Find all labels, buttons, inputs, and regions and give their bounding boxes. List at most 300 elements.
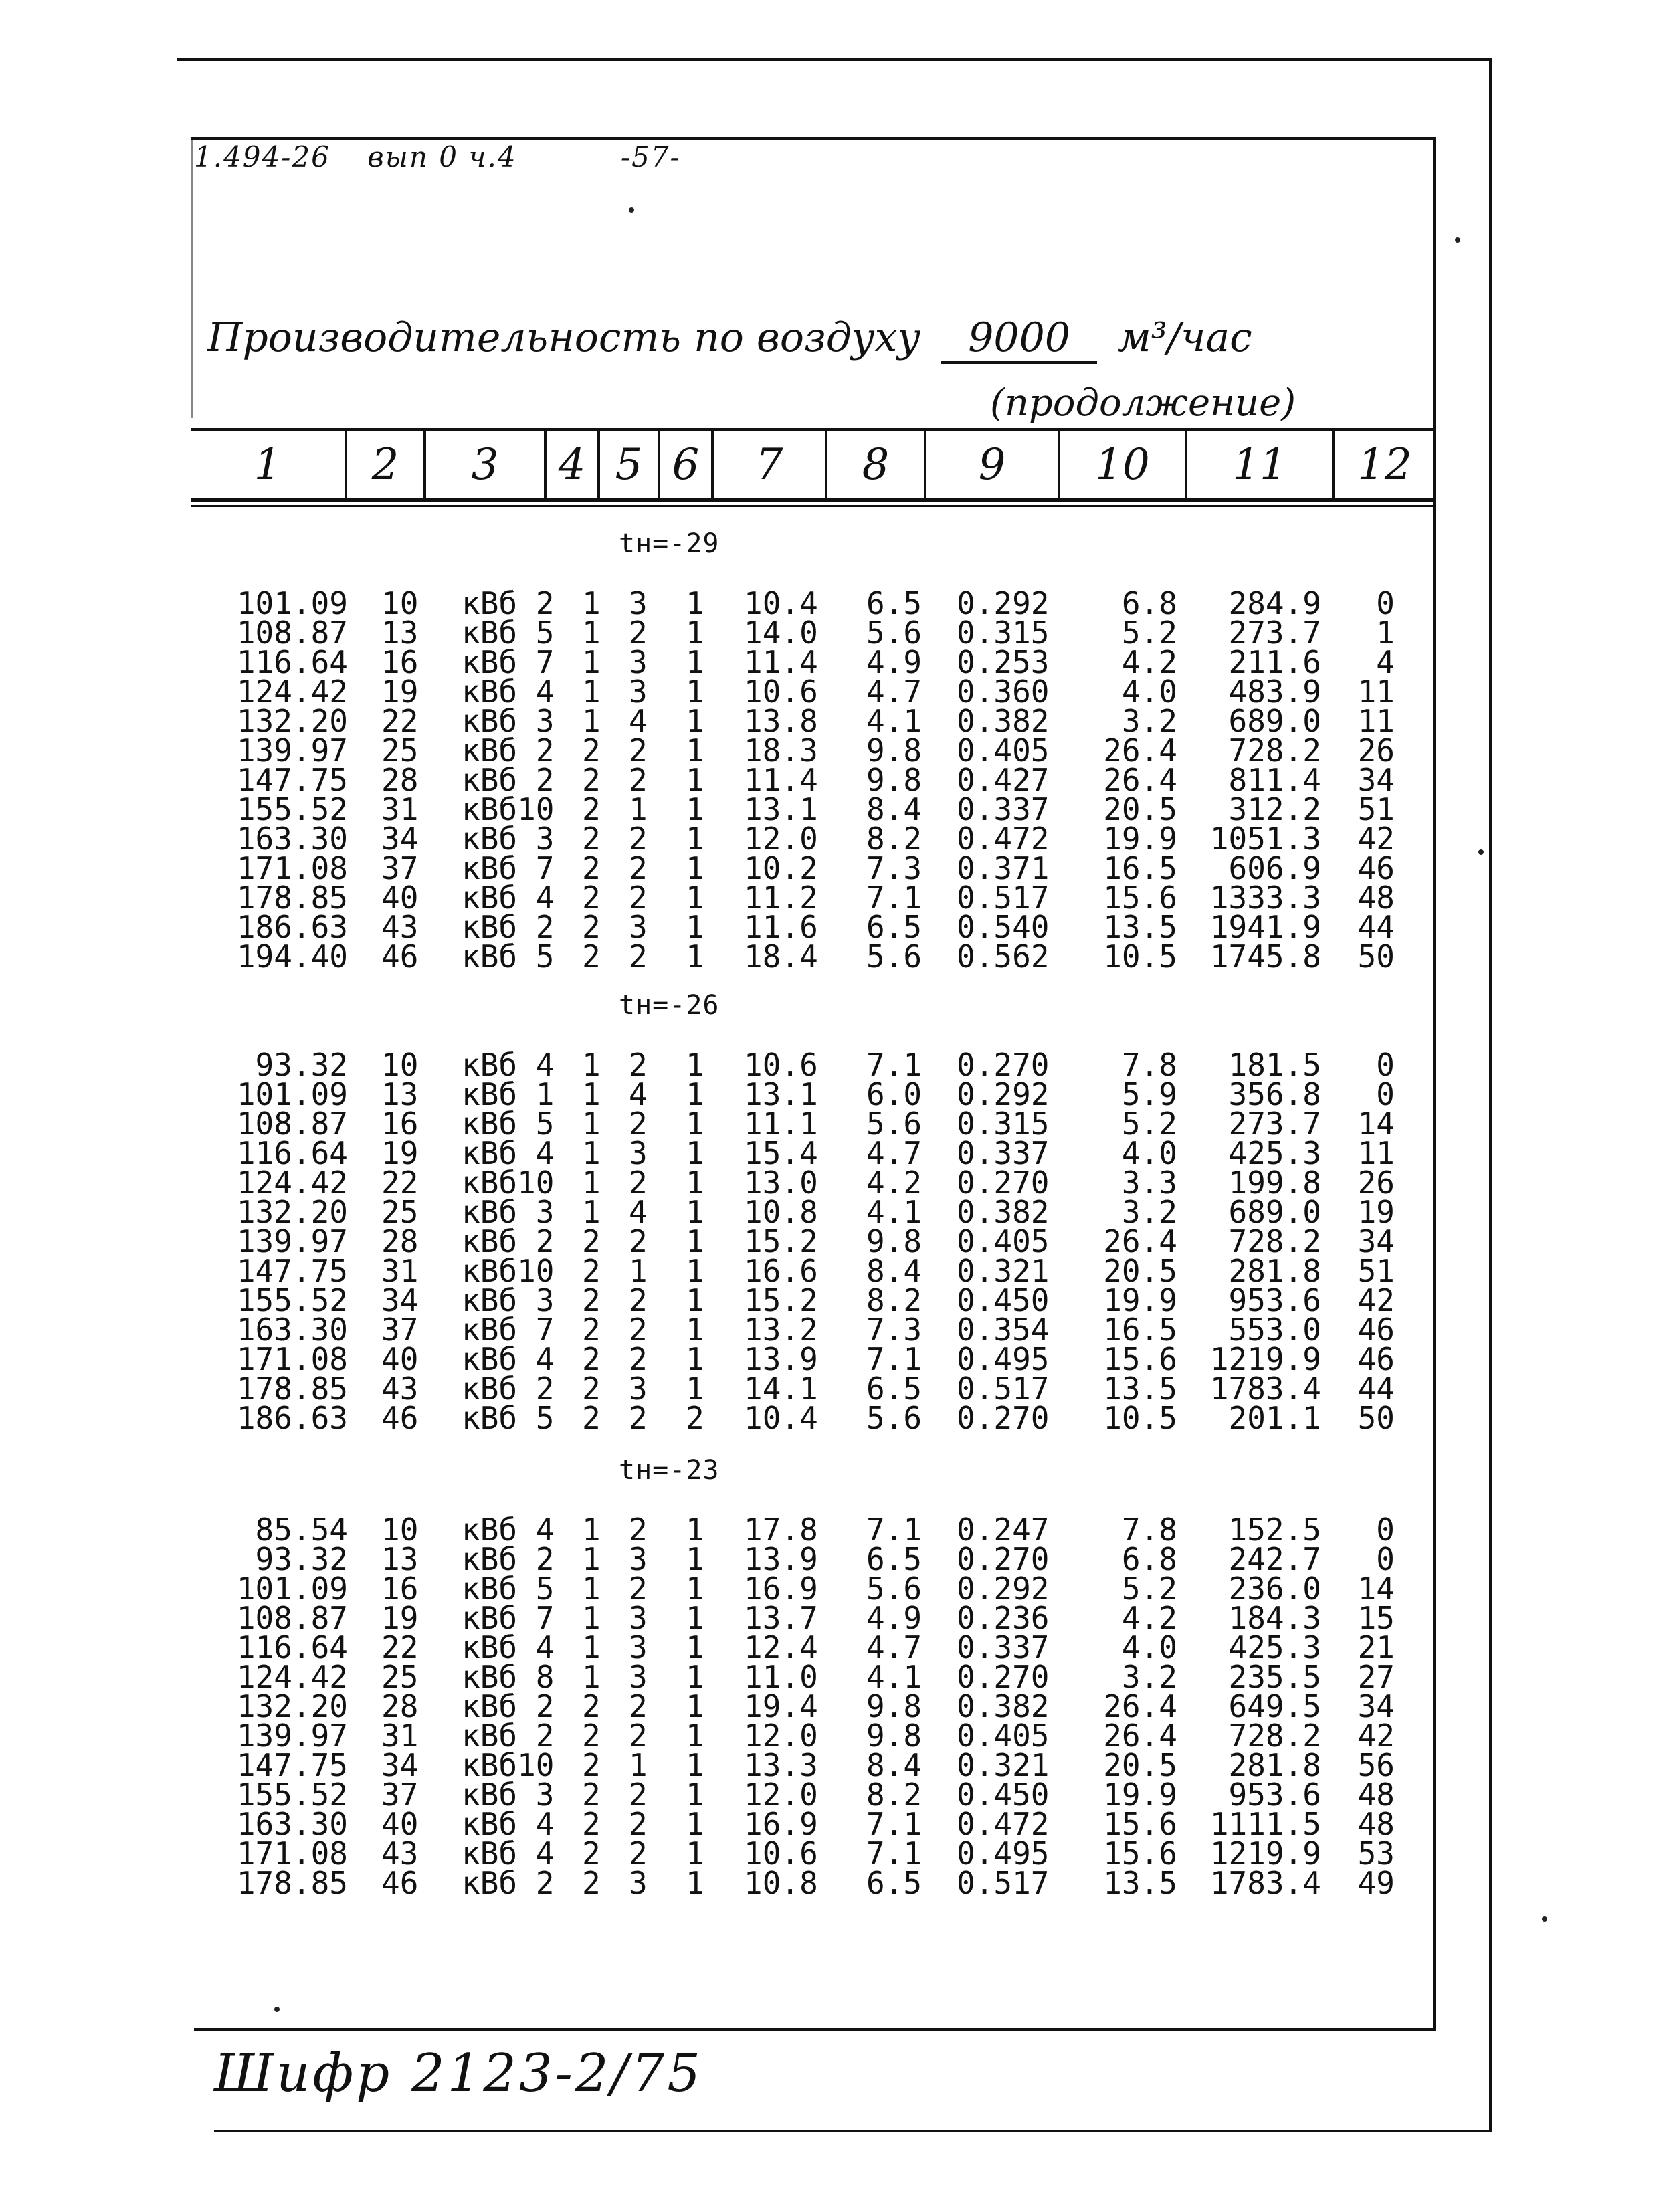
row-col5: 2 <box>629 1341 648 1377</box>
row-col9: 0.270 <box>957 1165 1050 1201</box>
row-col2: 43 <box>381 909 419 945</box>
row-airflow: 116.64 <box>236 1629 348 1666</box>
row-col4: 2 <box>582 732 601 769</box>
row-col9: 0.472 <box>957 1806 1050 1842</box>
row-col11: 235.5 <box>1228 1659 1321 1695</box>
row-col11: 649.5 <box>1228 1688 1321 1724</box>
row-col6: 1 <box>686 1541 704 1577</box>
row-col6: 1 <box>686 1135 704 1171</box>
row-col10: 26.4 <box>1103 1688 1177 1724</box>
row-col6: 1 <box>686 1629 704 1666</box>
table-row <box>0 850 1659 886</box>
row-col8: 6.5 <box>866 1541 922 1577</box>
row-type: кВб 4 <box>462 1806 555 1842</box>
row-col5: 3 <box>629 1541 648 1577</box>
page-number: -57- <box>620 140 681 173</box>
row-type: кВб 2 <box>462 1865 555 1901</box>
row-col4: 1 <box>582 1571 601 1607</box>
table-row <box>0 1806 1659 1842</box>
table-row <box>0 1253 1659 1289</box>
column-header-row <box>191 428 1435 502</box>
row-col9: 0.360 <box>957 674 1050 710</box>
table-row <box>0 1165 1659 1201</box>
row-col5: 3 <box>629 585 648 621</box>
row-col2: 28 <box>381 1688 419 1724</box>
row-col6: 1 <box>686 1688 704 1724</box>
row-type: кВб 2 <box>462 1718 555 1754</box>
block-title: tн=-23 <box>619 1455 720 1486</box>
row-col9: 0.382 <box>957 1194 1050 1230</box>
table-title <box>207 314 1252 364</box>
row-col4: 1 <box>582 703 601 739</box>
row-col9: 0.292 <box>957 1076 1050 1112</box>
row-col2: 46 <box>381 1400 419 1436</box>
table-row <box>0 1659 1659 1695</box>
row-col9: 0.540 <box>957 909 1050 945</box>
row-col7: 10.6 <box>744 1835 818 1872</box>
row-col12: 50 <box>1357 938 1395 975</box>
row-col4: 2 <box>582 1282 601 1318</box>
row-col8: 4.1 <box>866 1659 922 1695</box>
row-col8: 9.8 <box>866 1223 922 1260</box>
row-col5: 2 <box>629 1400 648 1436</box>
row-col6: 1 <box>686 1312 704 1348</box>
row-col11: 811.4 <box>1228 762 1321 798</box>
table-row <box>0 1223 1659 1260</box>
row-col4: 2 <box>582 1400 601 1436</box>
row-col4: 1 <box>582 1512 601 1548</box>
row-col8: 8.2 <box>866 821 922 857</box>
row-col7: 14.1 <box>744 1371 818 1407</box>
row-col10: 15.6 <box>1103 1341 1177 1377</box>
row-col4: 2 <box>582 909 601 945</box>
row-col11: 273.7 <box>1228 615 1321 651</box>
row-col10: 4.0 <box>1121 674 1177 710</box>
row-col7: 13.9 <box>744 1541 818 1577</box>
row-type: кВб 4 <box>462 674 555 710</box>
row-col10: 3.2 <box>1121 1194 1177 1230</box>
row-type: кВб 2 <box>462 1688 555 1724</box>
row-col12: 15 <box>1357 1600 1395 1636</box>
row-col11: 483.9 <box>1228 674 1321 710</box>
row-col12: 51 <box>1357 791 1395 827</box>
row-airflow: 178.85 <box>236 1865 348 1901</box>
row-col11: 953.6 <box>1228 1282 1321 1318</box>
row-col12: 51 <box>1357 1253 1395 1289</box>
row-col9: 0.247 <box>957 1512 1050 1548</box>
table-row <box>0 615 1659 651</box>
frame-top-outer <box>177 58 1492 61</box>
row-col11: 1219.9 <box>1209 1835 1321 1872</box>
row-col5: 2 <box>629 762 648 798</box>
row-col7: 18.4 <box>744 938 818 975</box>
row-col10: 26.4 <box>1103 1718 1177 1754</box>
row-type: кВб 4 <box>462 880 555 916</box>
row-col2: 37 <box>381 850 419 886</box>
row-type: кВб 7 <box>462 644 555 680</box>
row-col8: 7.3 <box>866 850 922 886</box>
row-col7: 10.8 <box>744 1194 818 1230</box>
row-type: кВб 3 <box>462 821 555 857</box>
row-col2: 34 <box>381 1282 419 1318</box>
row-col5: 1 <box>629 1747 648 1783</box>
row-type: кВб 4 <box>462 1047 555 1083</box>
row-airflow: 171.08 <box>236 850 348 886</box>
row-col6: 1 <box>686 1341 704 1377</box>
table-row <box>0 1341 1659 1377</box>
row-col12: 42 <box>1357 1718 1395 1754</box>
row-airflow: 132.20 <box>236 1688 348 1724</box>
row-airflow: 108.87 <box>236 1106 348 1142</box>
row-col7: 13.9 <box>744 1341 818 1377</box>
row-col9: 0.253 <box>957 644 1050 680</box>
column-header: 1 <box>254 440 282 490</box>
row-col9: 0.236 <box>957 1600 1050 1636</box>
row-col8: 8.2 <box>866 1282 922 1318</box>
row-type: кВб10 <box>462 1165 555 1201</box>
table-row <box>0 1106 1659 1142</box>
row-col9: 0.427 <box>957 762 1050 798</box>
row-col8: 5.6 <box>866 938 922 975</box>
row-col11: 1941.9 <box>1209 909 1321 945</box>
table-row <box>0 585 1659 621</box>
row-col9: 0.315 <box>957 615 1050 651</box>
row-col5: 3 <box>629 909 648 945</box>
scan-speck <box>1478 849 1484 855</box>
table-row <box>0 1312 1659 1348</box>
row-col10: 20.5 <box>1103 1253 1177 1289</box>
row-col9: 0.270 <box>957 1659 1050 1695</box>
row-col10: 6.8 <box>1121 585 1177 621</box>
row-col9: 0.405 <box>957 1718 1050 1754</box>
table-row <box>0 1400 1659 1436</box>
row-col12: 44 <box>1357 909 1395 945</box>
row-col8: 9.8 <box>866 1718 922 1754</box>
row-col12: 48 <box>1357 1806 1395 1842</box>
row-type: кВб 3 <box>462 1194 555 1230</box>
row-col11: 1783.4 <box>1209 1865 1321 1901</box>
row-col11: 356.8 <box>1228 1076 1321 1112</box>
row-col9: 0.321 <box>957 1253 1050 1289</box>
row-col6: 2 <box>686 1400 704 1436</box>
row-col12: 46 <box>1357 850 1395 886</box>
row-airflow: 155.52 <box>236 1777 348 1813</box>
row-col8: 8.4 <box>866 791 922 827</box>
row-col9: 0.292 <box>957 1571 1050 1607</box>
row-col9: 0.270 <box>957 1400 1050 1436</box>
row-col8: 9.8 <box>866 1688 922 1724</box>
row-col2: 40 <box>381 1806 419 1842</box>
row-type: кВб 5 <box>462 1571 555 1607</box>
row-airflow: 124.42 <box>236 1659 348 1695</box>
row-col10: 26.4 <box>1103 762 1177 798</box>
row-airflow: 147.75 <box>236 1747 348 1783</box>
row-col6: 1 <box>686 644 704 680</box>
row-col12: 34 <box>1357 1223 1395 1260</box>
row-col5: 3 <box>629 1865 648 1901</box>
row-airflow: 147.75 <box>236 762 348 798</box>
row-col12: 42 <box>1357 1282 1395 1318</box>
row-col11: 728.2 <box>1228 732 1321 769</box>
row-col2: 34 <box>381 821 419 857</box>
row-col2: 22 <box>381 1165 419 1201</box>
frame-bottom-inner <box>194 2028 1436 2031</box>
row-col2: 13 <box>381 1541 419 1577</box>
row-airflow: 116.64 <box>236 644 348 680</box>
row-col12: 21 <box>1357 1629 1395 1666</box>
row-col8: 6.5 <box>866 585 922 621</box>
row-type: кВб 5 <box>462 1106 555 1142</box>
column-header: 10 <box>1058 431 1185 498</box>
row-col10: 7.8 <box>1121 1047 1177 1083</box>
table-row <box>0 1194 1659 1230</box>
row-col4: 2 <box>582 821 601 857</box>
row-col7: 12.0 <box>744 1777 818 1813</box>
row-type: кВб 2 <box>462 732 555 769</box>
row-col5: 3 <box>629 1629 648 1666</box>
row-col4: 1 <box>582 1629 601 1666</box>
row-type: кВб 2 <box>462 585 555 621</box>
row-col7: 10.6 <box>744 674 818 710</box>
row-col6: 1 <box>686 938 704 975</box>
row-col11: 728.2 <box>1228 1718 1321 1754</box>
row-col5: 2 <box>629 850 648 886</box>
row-type: кВб 4 <box>462 1135 555 1171</box>
row-col12: 11 <box>1357 703 1395 739</box>
row-airflow: 139.97 <box>236 1718 348 1754</box>
row-col5: 2 <box>629 1512 648 1548</box>
row-col8: 6.0 <box>866 1076 922 1112</box>
row-col5: 3 <box>629 1135 648 1171</box>
row-type: кВб 4 <box>462 1512 555 1548</box>
row-type: кВб 5 <box>462 615 555 651</box>
row-col11: 273.7 <box>1228 1106 1321 1142</box>
row-col7: 16.9 <box>744 1806 818 1842</box>
row-col5: 2 <box>629 938 648 975</box>
row-col6: 1 <box>686 850 704 886</box>
row-col9: 0.472 <box>957 821 1050 857</box>
column-header: 2 <box>345 431 423 498</box>
row-col8: 5.6 <box>866 1400 922 1436</box>
row-col5: 2 <box>629 1835 648 1872</box>
column-header: 3 <box>423 431 544 498</box>
row-col10: 15.6 <box>1103 1835 1177 1872</box>
row-col2: 10 <box>381 1047 419 1083</box>
row-col2: 10 <box>381 1512 419 1548</box>
table-row <box>0 703 1659 739</box>
series-code: 1.494-26 <box>194 140 330 173</box>
row-col11: 242.7 <box>1228 1541 1321 1577</box>
row-col8: 4.9 <box>866 1600 922 1636</box>
row-col11: 425.3 <box>1228 1629 1321 1666</box>
row-col2: 25 <box>381 1659 419 1695</box>
row-col2: 19 <box>381 1135 419 1171</box>
row-col10: 5.2 <box>1121 1571 1177 1607</box>
row-col10: 10.5 <box>1103 1400 1177 1436</box>
row-col11: 199.8 <box>1228 1165 1321 1201</box>
row-col11: 281.8 <box>1228 1747 1321 1783</box>
row-airflow: 101.09 <box>236 1571 348 1607</box>
row-airflow: 85.54 <box>255 1512 348 1548</box>
row-col6: 1 <box>686 1047 704 1083</box>
row-col12: 0 <box>1376 1047 1395 1083</box>
row-col10: 4.0 <box>1121 1135 1177 1171</box>
row-col8: 4.7 <box>866 1629 922 1666</box>
row-col4: 1 <box>582 1165 601 1201</box>
row-col11: 553.0 <box>1228 1312 1321 1348</box>
row-col11: 312.2 <box>1228 791 1321 827</box>
row-col12: 50 <box>1357 1400 1395 1436</box>
row-col6: 1 <box>686 1223 704 1260</box>
row-col4: 1 <box>582 615 601 651</box>
row-col8: 8.2 <box>866 1777 922 1813</box>
row-col2: 40 <box>381 1341 419 1377</box>
row-col4: 2 <box>582 1835 601 1872</box>
row-col6: 1 <box>686 909 704 945</box>
row-col6: 1 <box>686 1076 704 1112</box>
row-col9: 0.315 <box>957 1106 1050 1142</box>
row-col5: 2 <box>629 821 648 857</box>
table-row <box>0 1047 1659 1083</box>
row-col10: 13.5 <box>1103 1865 1177 1901</box>
volume-label: вып 0 ч.4 <box>367 140 517 173</box>
row-col10: 19.9 <box>1103 821 1177 857</box>
row-col4: 2 <box>582 1865 601 1901</box>
row-col9: 0.450 <box>957 1777 1050 1813</box>
scan-speck <box>629 207 634 213</box>
row-col10: 15.6 <box>1103 880 1177 916</box>
row-col2: 10 <box>381 585 419 621</box>
row-col6: 1 <box>686 1165 704 1201</box>
row-col11: 201.1 <box>1228 1400 1321 1436</box>
row-col11: 689.0 <box>1228 1194 1321 1230</box>
row-col8: 7.1 <box>866 1806 922 1842</box>
row-col8: 8.4 <box>866 1747 922 1783</box>
row-col7: 13.8 <box>744 703 818 739</box>
row-col11: 1051.3 <box>1209 821 1321 857</box>
row-airflow: 163.30 <box>236 821 348 857</box>
table-row <box>0 1718 1659 1754</box>
row-col2: 46 <box>381 1865 419 1901</box>
table-row <box>0 644 1659 680</box>
row-col4: 1 <box>582 1076 601 1112</box>
row-col9: 0.337 <box>957 1629 1050 1666</box>
row-col12: 14 <box>1357 1106 1395 1142</box>
row-col11: 184.3 <box>1228 1600 1321 1636</box>
row-airflow: 155.52 <box>236 791 348 827</box>
row-col2: 16 <box>381 644 419 680</box>
row-type: кВб 4 <box>462 1835 555 1872</box>
row-col12: 4 <box>1376 644 1395 680</box>
row-col10: 13.5 <box>1103 909 1177 945</box>
row-col10: 5.2 <box>1121 1106 1177 1142</box>
row-col6: 1 <box>686 585 704 621</box>
row-col7: 14.0 <box>744 615 818 651</box>
row-col12: 11 <box>1357 674 1395 710</box>
row-col6: 1 <box>686 1371 704 1407</box>
row-col6: 1 <box>686 615 704 651</box>
row-col5: 2 <box>629 732 648 769</box>
row-col2: 16 <box>381 1571 419 1607</box>
row-col2: 31 <box>381 1718 419 1754</box>
scan-speck <box>1455 237 1460 243</box>
row-col8: 7.1 <box>866 1047 922 1083</box>
row-col8: 4.9 <box>866 644 922 680</box>
row-col7: 13.2 <box>744 1312 818 1348</box>
row-col11: 1333.3 <box>1209 880 1321 916</box>
row-col7: 11.4 <box>744 762 818 798</box>
row-col8: 7.1 <box>866 1835 922 1872</box>
row-airflow: 101.09 <box>236 585 348 621</box>
row-col12: 53 <box>1357 1835 1395 1872</box>
table-row <box>0 1512 1659 1548</box>
row-col5: 3 <box>629 1600 648 1636</box>
row-col2: 13 <box>381 615 419 651</box>
row-col6: 1 <box>686 1600 704 1636</box>
row-col8: 7.1 <box>866 1341 922 1377</box>
table-row <box>0 1282 1659 1318</box>
row-col7: 11.2 <box>744 880 818 916</box>
row-col2: 40 <box>381 880 419 916</box>
table-row <box>0 762 1659 798</box>
row-col6: 1 <box>686 732 704 769</box>
block-title: tн=-26 <box>619 990 720 1021</box>
row-type: кВб 7 <box>462 850 555 886</box>
row-col4: 2 <box>582 1253 601 1289</box>
row-type: кВб 2 <box>462 762 555 798</box>
row-col4: 2 <box>582 1341 601 1377</box>
row-col9: 0.517 <box>957 1865 1050 1901</box>
row-col9: 0.371 <box>957 850 1050 886</box>
row-col9: 0.382 <box>957 703 1050 739</box>
row-col7: 10.6 <box>744 1047 818 1083</box>
row-col2: 46 <box>381 938 419 975</box>
row-type: кВб 3 <box>462 1282 555 1318</box>
row-col11: 281.8 <box>1228 1253 1321 1289</box>
row-col6: 1 <box>686 1282 704 1318</box>
row-col6: 1 <box>686 762 704 798</box>
row-col6: 1 <box>686 1194 704 1230</box>
row-type: кВб 2 <box>462 1541 555 1577</box>
row-col8: 4.1 <box>866 1194 922 1230</box>
table-row <box>0 938 1659 975</box>
row-col6: 1 <box>686 1718 704 1754</box>
row-col7: 13.7 <box>744 1600 818 1636</box>
table-row <box>0 1600 1659 1636</box>
row-col11: 728.2 <box>1228 1223 1321 1260</box>
row-col7: 13.0 <box>744 1165 818 1201</box>
row-col4: 1 <box>582 1659 601 1695</box>
row-col2: 22 <box>381 703 419 739</box>
row-airflow: 132.20 <box>236 1194 348 1230</box>
row-col6: 1 <box>686 791 704 827</box>
table-row <box>0 1629 1659 1666</box>
airflow-value: 9000 <box>941 314 1097 364</box>
row-type: кВб 2 <box>462 909 555 945</box>
column-header: 12 <box>1332 431 1435 498</box>
row-col9: 0.495 <box>957 1341 1050 1377</box>
row-col11: 152.5 <box>1228 1512 1321 1548</box>
row-type: кВб 7 <box>462 1312 555 1348</box>
row-col10: 4.2 <box>1121 644 1177 680</box>
row-col9: 0.450 <box>957 1282 1050 1318</box>
row-col12: 44 <box>1357 1371 1395 1407</box>
row-col9: 0.405 <box>957 732 1050 769</box>
row-col2: 25 <box>381 1194 419 1230</box>
row-col8: 6.5 <box>866 1865 922 1901</box>
title-label: Производительность по воздуху <box>207 314 921 361</box>
row-type: кВб 7 <box>462 1600 555 1636</box>
